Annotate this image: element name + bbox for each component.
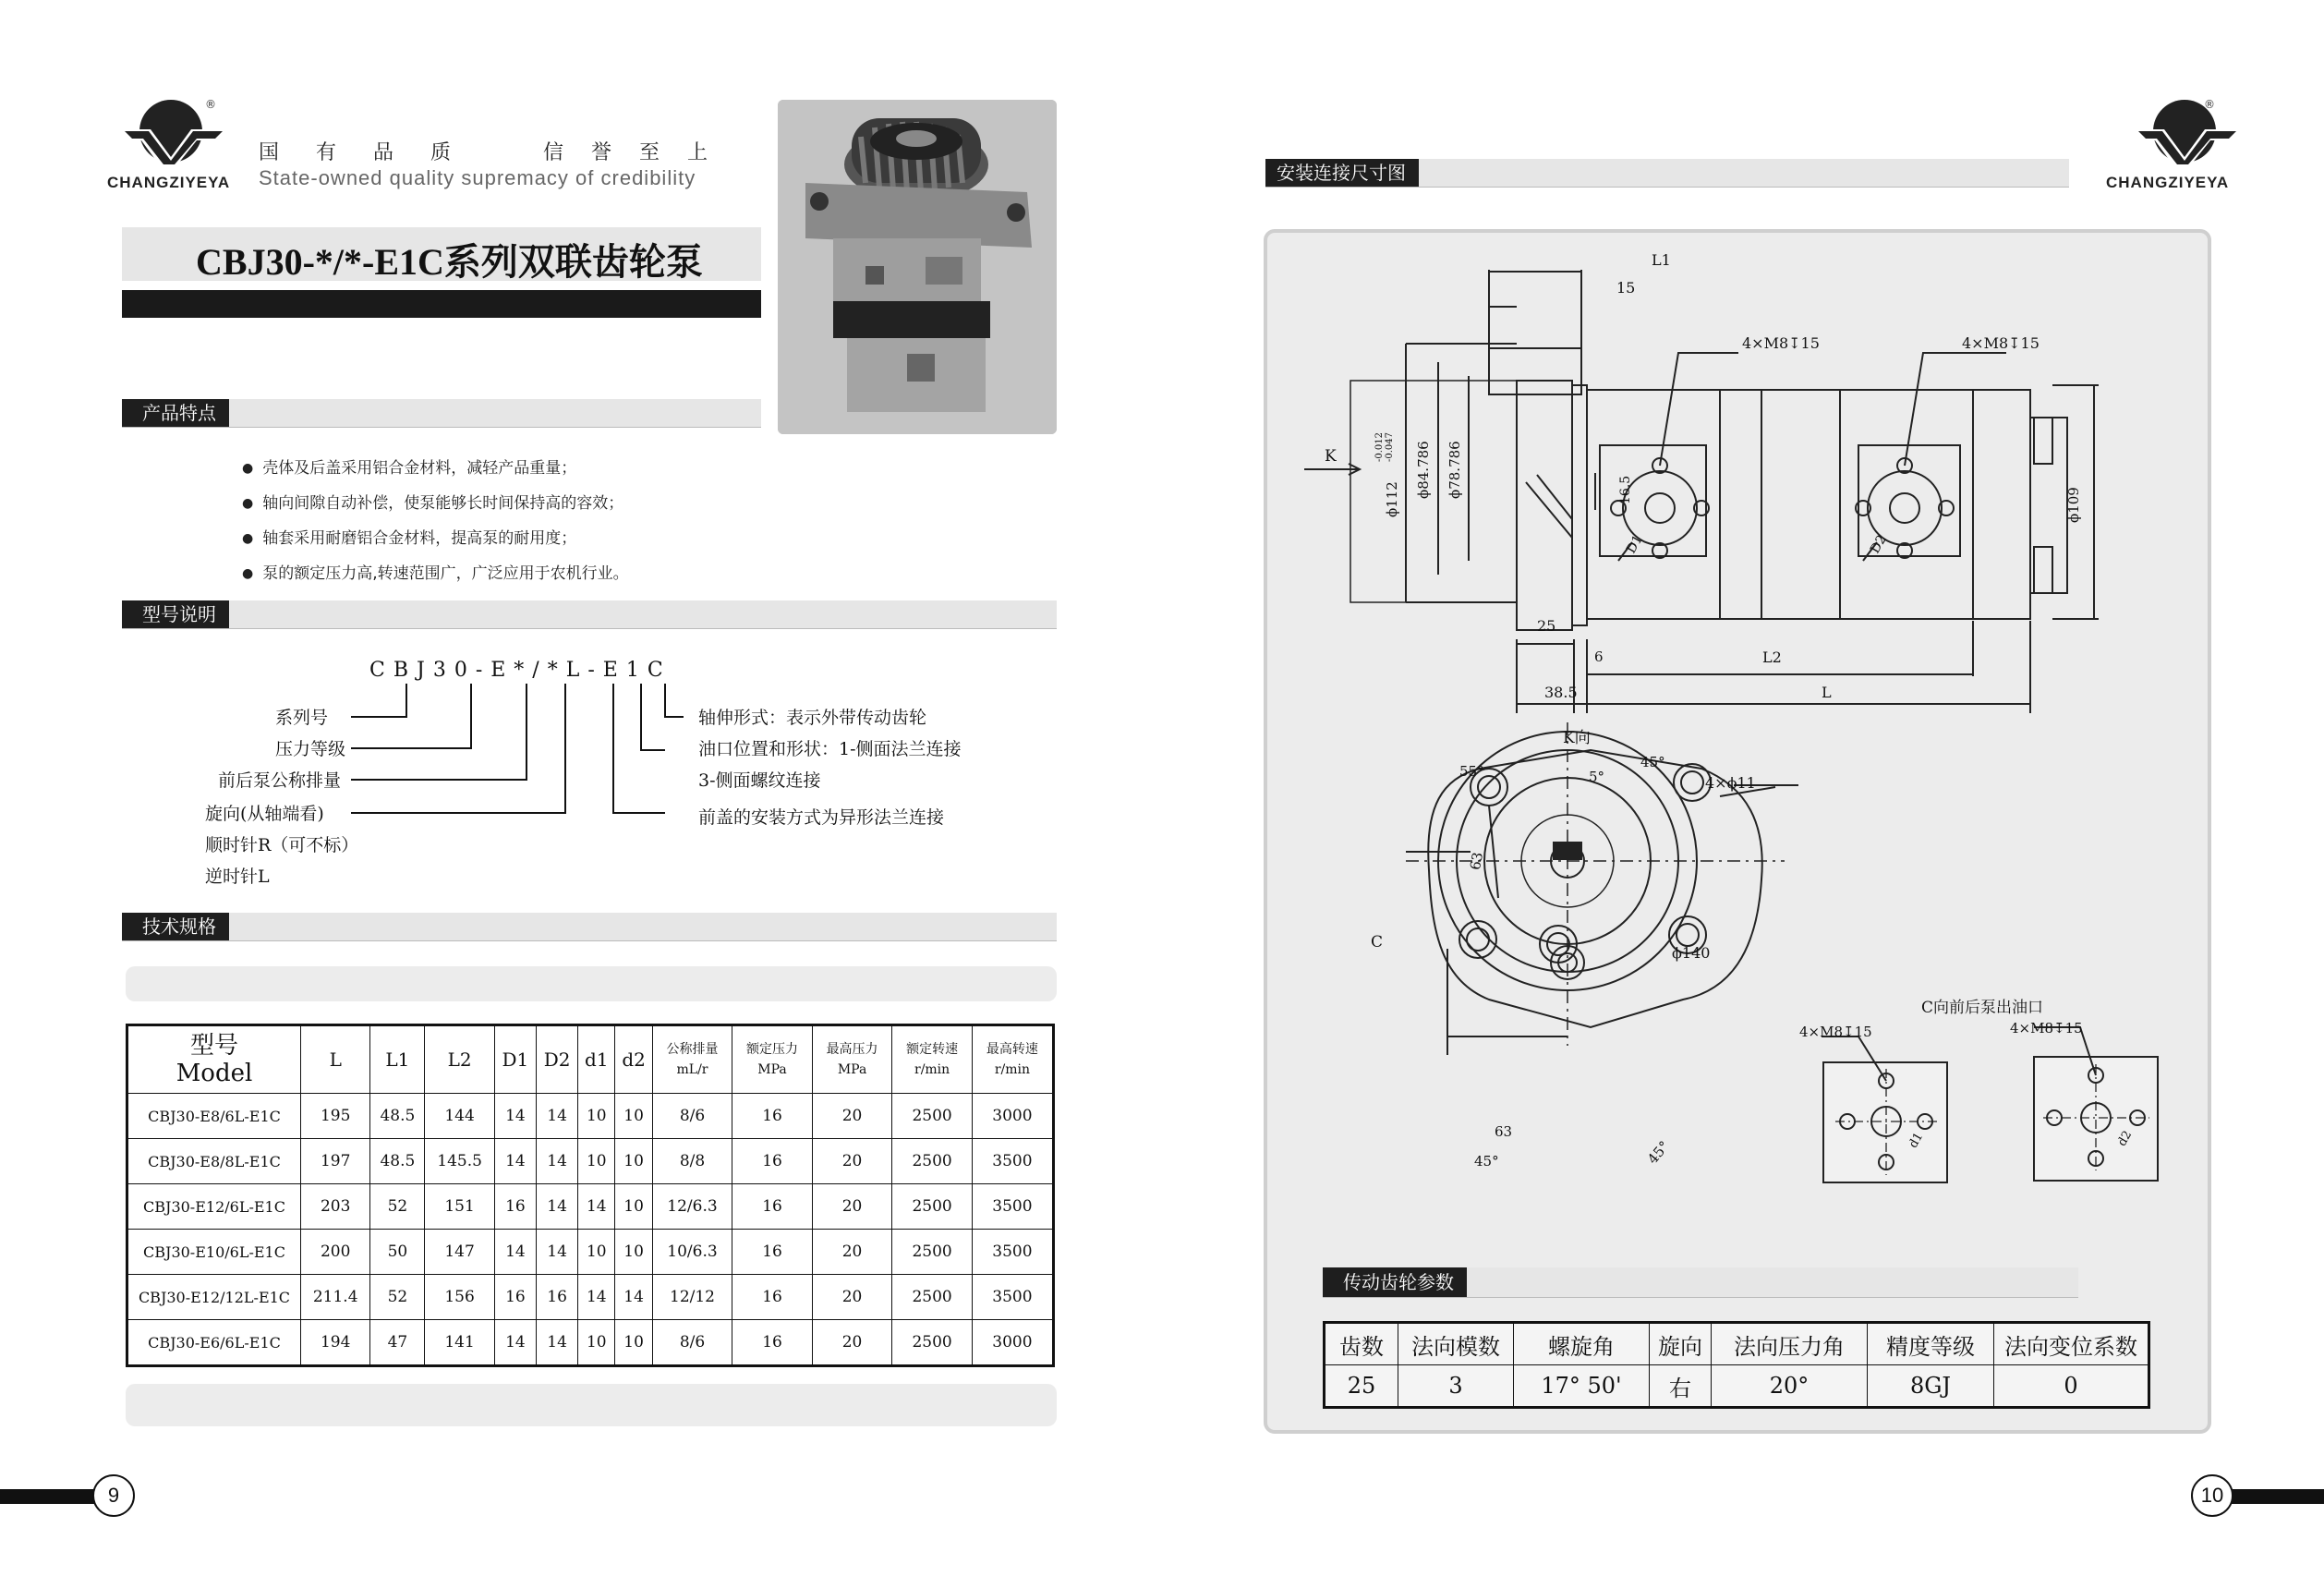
- gear-outline: [1489, 348, 1581, 394]
- specs-row: [127, 1230, 1054, 1275]
- label-mounting: 前盖的安装方式为异形法兰连接: [698, 807, 945, 828]
- specs-cell: 10: [578, 1230, 615, 1275]
- dim-38-5: 38.5: [1544, 684, 1578, 701]
- gear-val-accuracy: 8GJ: [1868, 1365, 1994, 1408]
- specs-cell: 144: [425, 1094, 494, 1139]
- specs-cell-model: CBJ30-E8/6L-E1C: [127, 1094, 301, 1139]
- page-number-right: 10: [2191, 1474, 2233, 1517]
- specs-cell-model: CBJ30-E12/6L-E1C: [127, 1184, 301, 1230]
- specs-cell: 20: [812, 1184, 892, 1230]
- specs-cell: 14: [536, 1094, 577, 1139]
- specs-cell: 14: [536, 1320, 577, 1366]
- specs-cell: 16: [732, 1320, 813, 1366]
- label-displacement: 前后泵公称排量: [218, 770, 342, 791]
- specs-row: [127, 1094, 1054, 1139]
- specs-header: [122, 913, 1057, 941]
- gear-heading: 传动齿轮参数: [1323, 1267, 1467, 1297]
- specs-cell: 14: [615, 1275, 652, 1320]
- model-header: [122, 600, 1057, 629]
- gear-header: [1323, 1267, 2078, 1298]
- specs-bottom-band: [126, 1384, 1057, 1426]
- specs-cell: 147: [425, 1230, 494, 1275]
- col-rated-speed: 额定转速 r/min: [892, 1025, 973, 1094]
- view-C-marker: C: [1371, 933, 1384, 952]
- label-d1: d1: [1906, 1130, 1927, 1151]
- slogan-en: State-owned quality supremacy of credibility: [259, 166, 696, 189]
- specs-cell: 8/8: [652, 1139, 732, 1184]
- specs-cell: 20: [812, 1275, 892, 1320]
- specs-cell: 3000: [972, 1320, 1053, 1366]
- specs-cell: 14: [536, 1230, 577, 1275]
- features-header: [122, 399, 761, 428]
- gear-val-pressure-angle: 20°: [1712, 1365, 1868, 1408]
- gear-col-teeth: 齿数: [1325, 1323, 1398, 1365]
- holes-4x11: 4×ϕ11: [1705, 774, 1756, 792]
- dim-L1: L1: [1652, 251, 1671, 269]
- label-thread: 3-侧面螺纹连接: [698, 770, 821, 791]
- specs-header-row: [127, 1025, 1054, 1094]
- company-logo: [102, 92, 249, 176]
- label-D2: D2: [1868, 532, 1890, 556]
- specs-cell: 14: [578, 1184, 615, 1230]
- drawing-header: [1265, 159, 2069, 188]
- view-K-title: K向: [1563, 729, 1591, 747]
- specs-cell: 2500: [892, 1184, 973, 1230]
- label-series: 系列号: [275, 708, 329, 728]
- label-counterclockwise: 逆时针L: [205, 867, 270, 887]
- angle-45-top: 45°: [1640, 754, 1665, 770]
- gear-col-hand: 旋向: [1650, 1323, 1712, 1365]
- specs-cell: 2500: [892, 1230, 973, 1275]
- specs-row: [127, 1139, 1054, 1184]
- col-displacement: 公称排量 mL/r: [652, 1025, 732, 1094]
- specs-cell: 211.4: [301, 1275, 370, 1320]
- specs-cell: 10: [615, 1139, 652, 1184]
- specs-row: [127, 1275, 1054, 1320]
- col-d2: d2: [615, 1025, 652, 1094]
- specs-cell: 2500: [892, 1094, 973, 1139]
- specs-heading: 技术规格: [122, 913, 229, 940]
- col-max-pressure: 最高压力 MPa: [812, 1025, 892, 1094]
- specs-cell: 195: [301, 1094, 370, 1139]
- dim-L: L: [1822, 684, 1832, 701]
- specs-cell: 12/6.3: [652, 1184, 732, 1230]
- gear-val-helix: 17° 50': [1514, 1365, 1650, 1408]
- dim-phi112: ϕ112: [1384, 481, 1400, 517]
- gear-val-teeth: 25: [1325, 1365, 1398, 1408]
- specs-cell: 16: [732, 1184, 813, 1230]
- specs-cell: 10: [578, 1094, 615, 1139]
- col-d1: d1: [578, 1025, 615, 1094]
- specs-cell: 14: [536, 1184, 577, 1230]
- model-heading: 型号说明: [122, 600, 229, 628]
- specs-cell: 145.5: [425, 1139, 494, 1184]
- label-clockwise: 顺时针R（可不标）: [205, 835, 359, 855]
- slogan-cn-2: 信誉至上: [543, 141, 736, 164]
- gear-value-row: [1325, 1365, 2149, 1408]
- gear-val-shift: 0: [1994, 1365, 2149, 1408]
- dim-6: 6: [1594, 649, 1604, 665]
- specs-cell: 12/12: [652, 1275, 732, 1320]
- specs-row: [127, 1320, 1054, 1366]
- slogan-cn-1: 国有品质: [259, 141, 489, 164]
- specs-cell: 14: [494, 1094, 536, 1139]
- company-logo-right: [2115, 92, 2263, 176]
- port-label-c-rear: 4×M8↧15: [2010, 1020, 2083, 1036]
- gear-val-hand: 右: [1650, 1365, 1712, 1408]
- gear-col-module: 法向模数: [1398, 1323, 1514, 1365]
- specs-cell: 151: [425, 1184, 494, 1230]
- page-number-left: 9: [92, 1474, 135, 1517]
- dim-15: 15: [1616, 279, 1636, 297]
- specs-cell: 10: [615, 1230, 652, 1275]
- specs-cell: 20: [812, 1094, 892, 1139]
- gear-col-shift: 法向变位系数: [1994, 1323, 2149, 1365]
- gear-col-accuracy: 精度等级: [1868, 1323, 1994, 1365]
- angle-55: 55°: [1459, 763, 1484, 780]
- dim-phi78: ϕ78.786: [1446, 441, 1463, 499]
- angle-45-left: 45°: [1474, 1153, 1499, 1170]
- specs-cell: 50: [370, 1230, 425, 1275]
- specs-cell: 194: [301, 1320, 370, 1366]
- specs-cell-model: CBJ30-E10/6L-E1C: [127, 1230, 301, 1275]
- specs-cell: 203: [301, 1184, 370, 1230]
- specs-cell: 10: [615, 1184, 652, 1230]
- specs-cell: 16: [494, 1184, 536, 1230]
- specs-cell: 3000: [972, 1094, 1053, 1139]
- label-D1: D1: [1624, 532, 1646, 556]
- specs-cell: 10/6.3: [652, 1230, 732, 1275]
- page-bar-left: [0, 1489, 96, 1504]
- features-list: [242, 451, 629, 591]
- specs-cell: 48.5: [370, 1094, 425, 1139]
- col-model: 型号 Model: [127, 1025, 301, 1094]
- label-d2: d2: [2115, 1128, 2136, 1149]
- col-D2: D2: [536, 1025, 577, 1094]
- gear-header-row: [1325, 1323, 2149, 1365]
- gear-params-table: [1323, 1321, 2150, 1409]
- feature-item: ● 泵的额定压力高,转速范围广，广泛应用于农机行业。: [242, 556, 629, 591]
- logo-text: CHANGZIYEYA: [107, 174, 231, 191]
- specs-cell: 10: [615, 1094, 652, 1139]
- specs-cell: 8/6: [652, 1094, 732, 1139]
- gear-val-module: 3: [1398, 1365, 1514, 1408]
- registered-mark-right: ®: [2204, 98, 2215, 111]
- specs-table: [126, 1024, 1055, 1367]
- specs-row: [127, 1184, 1054, 1230]
- feature-item: ● 壳体及后盖采用铝合金材料，减轻产品重量；: [242, 451, 629, 486]
- col-L1: L1: [370, 1025, 425, 1094]
- specs-cell: 3500: [972, 1139, 1053, 1184]
- features-heading: 产品特点: [122, 399, 229, 427]
- dim-25: 25: [1537, 617, 1556, 635]
- specs-cell: 14: [494, 1230, 536, 1275]
- specs-cell: 10: [578, 1139, 615, 1184]
- specs-cell: 14: [578, 1275, 615, 1320]
- specs-cell: 48.5: [370, 1139, 425, 1184]
- feature-item: ● 轴向间隙自动补偿，使泵能够长时间保持高的容效；: [242, 486, 629, 521]
- dim-63-upper: 63: [1467, 851, 1487, 872]
- col-max-speed: 最高转速 r/min: [972, 1025, 1053, 1094]
- col-D1: D1: [494, 1025, 536, 1094]
- label-shaft: 轴伸形式：表示外带传动齿轮: [698, 708, 927, 728]
- product-photo: [778, 100, 1057, 434]
- c-view-title: C向前后泵出油口: [1921, 999, 2044, 1017]
- drawing-heading: 安装连接尺寸图: [1265, 159, 1419, 187]
- feature-item: ● 轴套采用耐磨铝合金材料，提高泵的耐用度；: [242, 521, 629, 556]
- col-rated-pressure: 额定压力 MPa: [732, 1025, 813, 1094]
- port-label-front: 4×M8↧15: [1742, 334, 1820, 352]
- angle-45-right: 45°: [1644, 1137, 1673, 1168]
- specs-cell: 2500: [892, 1320, 973, 1366]
- dim-tolerance: -0.012 -0.047: [1374, 431, 1395, 462]
- logo-text-right: CHANGZIYEYA: [2106, 174, 2230, 191]
- specs-cell: 20: [812, 1230, 892, 1275]
- specs-cell: 52: [370, 1184, 425, 1230]
- specs-cell-model: CBJ30-E12/12L-E1C: [127, 1275, 301, 1320]
- label-rotation: 旋向(从轴端看): [205, 804, 324, 824]
- specs-cell: 16: [732, 1139, 813, 1184]
- dim-phi84: ϕ84.786: [1415, 441, 1432, 499]
- model-code-leaders: [351, 684, 720, 831]
- specs-cell: 200: [301, 1230, 370, 1275]
- col-L2: L2: [425, 1025, 494, 1094]
- dim-phi140: ϕ140: [1672, 944, 1711, 962]
- angle-5: 5°: [1589, 769, 1605, 785]
- specs-cell-model: CBJ30-E8/8L-E1C: [127, 1139, 301, 1184]
- port-label-c-front: 4×M8↧15: [1799, 1024, 1872, 1040]
- specs-cell: 16: [732, 1230, 813, 1275]
- specs-cell: 10: [578, 1320, 615, 1366]
- pump-body-outline: [1587, 390, 2030, 619]
- view-K-marker: K: [1325, 447, 1337, 466]
- title-underbar: [122, 290, 761, 318]
- specs-cell-model: CBJ30-E6/6L-E1C: [127, 1320, 301, 1366]
- specs-cell: 16: [732, 1094, 813, 1139]
- specs-cell: 8/6: [652, 1320, 732, 1366]
- specs-cell: 20: [812, 1320, 892, 1366]
- specs-cell: 3500: [972, 1230, 1053, 1275]
- specs-cell: 14: [494, 1139, 536, 1184]
- specs-cell: 20: [812, 1139, 892, 1184]
- dim-L2: L2: [1762, 649, 1782, 666]
- specs-cell: 156: [425, 1275, 494, 1320]
- specs-cell: 16: [536, 1275, 577, 1320]
- gear-pump-image: [778, 100, 1057, 434]
- specs-cell: 2500: [892, 1275, 973, 1320]
- specs-cell: 197: [301, 1139, 370, 1184]
- dim-16-5: 16.5: [1618, 475, 1633, 504]
- label-pressure: 压力等级: [275, 739, 346, 759]
- page-bar-right: [2228, 1489, 2324, 1504]
- col-L: L: [301, 1025, 370, 1094]
- specs-cell: 141: [425, 1320, 494, 1366]
- specs-cell: 14: [494, 1320, 536, 1366]
- specs-cell: 47: [370, 1320, 425, 1366]
- dim-63-lower: 63: [1495, 1123, 1513, 1140]
- specs-cell: 16: [494, 1275, 536, 1320]
- gear-col-helix: 螺旋角: [1514, 1323, 1650, 1365]
- gear-col-pressure-angle: 法向压力角: [1712, 1323, 1868, 1365]
- dim-phi109: ϕ109: [2065, 487, 2082, 523]
- specs-cell: 3500: [972, 1184, 1053, 1230]
- port-label-rear: 4×M8↧15: [1962, 334, 2040, 352]
- product-title: CBJ30-*/*-E1C系列双联齿轮泵: [196, 241, 703, 283]
- specs-top-band: [126, 966, 1057, 1001]
- specs-cell: 14: [536, 1139, 577, 1184]
- specs-cell: 52: [370, 1275, 425, 1320]
- c-view-ports: [1822, 1027, 2158, 1182]
- model-code: CBJ30-E*/*L-E1C: [369, 659, 672, 682]
- specs-cell: 16: [732, 1275, 813, 1320]
- label-port: 油口位置和形状：1-侧面法兰连接: [698, 739, 962, 759]
- specs-cell: 3500: [972, 1275, 1053, 1320]
- specs-cell: 2500: [892, 1139, 973, 1184]
- specs-cell: 10: [615, 1320, 652, 1366]
- registered-mark: ®: [205, 98, 216, 111]
